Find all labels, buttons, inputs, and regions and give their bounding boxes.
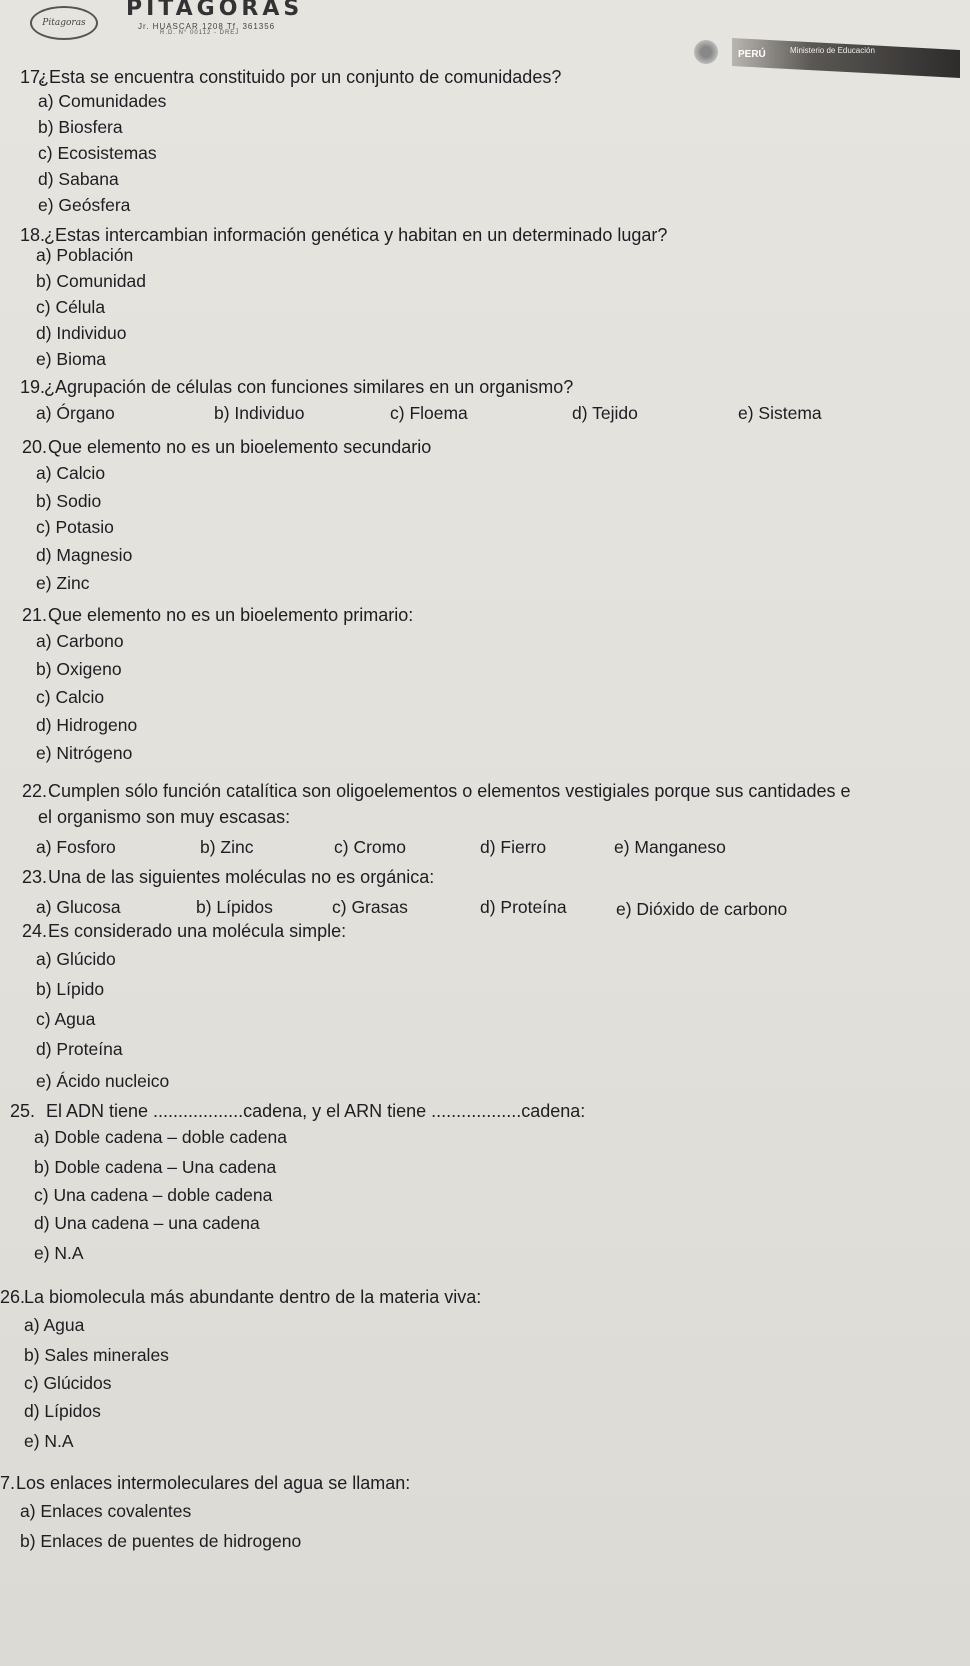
option-d: d) Fierro bbox=[480, 837, 547, 857]
option-a: a) Doble cadena – doble cadena bbox=[34, 1127, 287, 1147]
peru-seal-icon bbox=[694, 40, 718, 64]
option-a: a) Comunidades bbox=[38, 91, 167, 111]
question-number: 25. bbox=[10, 1101, 36, 1121]
school-address: Jr. HUASCAR 1208 Tf. 361356 bbox=[138, 22, 276, 31]
question-text: La biomolecula más abundante dentro de la materia viva: bbox=[24, 1287, 482, 1307]
option-d: d) Sabana bbox=[38, 169, 119, 189]
question-text: Una de las siguientes moléculas no es orgánica: bbox=[48, 867, 435, 887]
question-text: Es considerado una molécula simple: bbox=[48, 921, 347, 941]
option-e: e) Manganeso bbox=[614, 837, 726, 857]
question-number: 24. bbox=[22, 921, 48, 941]
ministry-banner bbox=[732, 38, 960, 78]
question-text: ¿Esta se encuentra constituido por un conjunto de comunidades? bbox=[38, 67, 562, 87]
option-d: d) Magnesio bbox=[36, 545, 133, 565]
option-b: b) Comunidad bbox=[36, 271, 146, 291]
option-e: e) Ácido nucleico bbox=[36, 1071, 170, 1091]
option-c: c) Una cadena – doble cadena bbox=[34, 1185, 273, 1205]
option-e: e) Geósfera bbox=[38, 195, 131, 215]
option-e: e) Nitrógeno bbox=[36, 743, 133, 763]
option-e: e) Dióxido de carbono bbox=[616, 899, 788, 919]
school-header bbox=[0, 0, 970, 60]
question-text: Que elemento no es un bioelemento secundario bbox=[48, 437, 432, 457]
question-number: 23. bbox=[22, 867, 48, 887]
question-text: Que elemento no es un bioelemento primario: bbox=[48, 605, 414, 625]
option-d: d) Proteína bbox=[36, 1039, 123, 1059]
option-b: b) Sales minerales bbox=[24, 1345, 169, 1365]
question-number: 7. bbox=[0, 1473, 16, 1493]
question-text: ¿Estas intercambian información genética y habitan en un determinado lugar? bbox=[44, 225, 668, 245]
country-label: PERÚ bbox=[738, 49, 766, 60]
option-c: c) Agua bbox=[36, 1009, 96, 1029]
option-d: d) Lípidos bbox=[24, 1401, 101, 1421]
option-e: e) Bioma bbox=[36, 349, 107, 369]
option-a: a) Glúcido bbox=[36, 949, 116, 969]
option-c: c) Grasas bbox=[332, 897, 408, 917]
option-c: c) Potasio bbox=[36, 517, 114, 537]
option-a: a) Fosforo bbox=[36, 837, 116, 857]
school-registration: R.D. N° 00112 - DREJ bbox=[160, 30, 240, 36]
option-b: b) Enlaces de puentes de hidrogeno bbox=[20, 1531, 302, 1551]
question-text-continued: el organismo son muy escasas: bbox=[38, 807, 291, 827]
option-a: a) Calcio bbox=[36, 463, 106, 483]
option-a: a) Agua bbox=[24, 1315, 85, 1335]
option-d: d) Una cadena – una cadena bbox=[34, 1213, 260, 1233]
question-number: 19. bbox=[20, 377, 46, 397]
question-number: 20. bbox=[22, 437, 48, 457]
option-b: b) Lípidos bbox=[196, 897, 273, 917]
option-b: b) Doble cadena – Una cadena bbox=[34, 1157, 277, 1177]
school-name: PITAGORAS bbox=[126, 0, 304, 21]
option-b: b) Biosfera bbox=[38, 117, 123, 137]
option-c: c) Célula bbox=[36, 297, 106, 317]
option-c: c) Calcio bbox=[36, 687, 105, 707]
option-c: c) Cromo bbox=[334, 837, 406, 857]
question-number: 21. bbox=[22, 605, 48, 625]
option-e: e) N.A bbox=[34, 1243, 84, 1263]
option-d: d) Proteína bbox=[480, 897, 567, 917]
option-a: a) Carbono bbox=[36, 631, 124, 651]
option-b: b) Individuo bbox=[214, 403, 305, 423]
option-e: e) N.A bbox=[24, 1431, 74, 1451]
question-text: Cumplen sólo función catalítica son oligoelementos o elementos vestigiales porque sus cantidades e bbox=[48, 781, 851, 801]
question-number: 22. bbox=[22, 781, 48, 801]
option-b: b) Zinc bbox=[200, 837, 254, 857]
school-logo: Pitagoras bbox=[30, 6, 98, 40]
question-text: El ADN tiene ..................cadena, y el ARN tiene ..................cadena: bbox=[46, 1101, 586, 1121]
option-c: c) Floema bbox=[390, 403, 468, 423]
question-number: 17. bbox=[20, 67, 46, 87]
question-number: 18. bbox=[20, 225, 46, 245]
option-d: d) Tejido bbox=[572, 403, 638, 423]
option-e: e) Sistema bbox=[738, 403, 822, 423]
option-c: c) Glúcidos bbox=[24, 1373, 112, 1393]
option-c: c) Ecosistemas bbox=[38, 143, 157, 163]
option-d: d) Individuo bbox=[36, 323, 127, 343]
option-a: a) Población bbox=[36, 245, 134, 265]
option-a: a) Órgano bbox=[36, 403, 115, 423]
question-text: ¿Agrupación de células con funciones similares en un organismo? bbox=[44, 377, 574, 397]
ministry-label: Ministerio de Educación bbox=[790, 46, 875, 55]
question-text: Los enlaces intermoleculares del agua se llaman: bbox=[16, 1473, 411, 1493]
option-a: a) Glucosa bbox=[36, 897, 121, 917]
question-number: 26. bbox=[0, 1287, 26, 1307]
option-b: b) Sodio bbox=[36, 491, 102, 511]
option-e: e) Zinc bbox=[36, 573, 90, 593]
option-a: a) Enlaces covalentes bbox=[20, 1501, 192, 1521]
option-b: b) Lípido bbox=[36, 979, 105, 999]
option-b: b) Oxigeno bbox=[36, 659, 122, 679]
option-d: d) Hidrogeno bbox=[36, 715, 138, 735]
